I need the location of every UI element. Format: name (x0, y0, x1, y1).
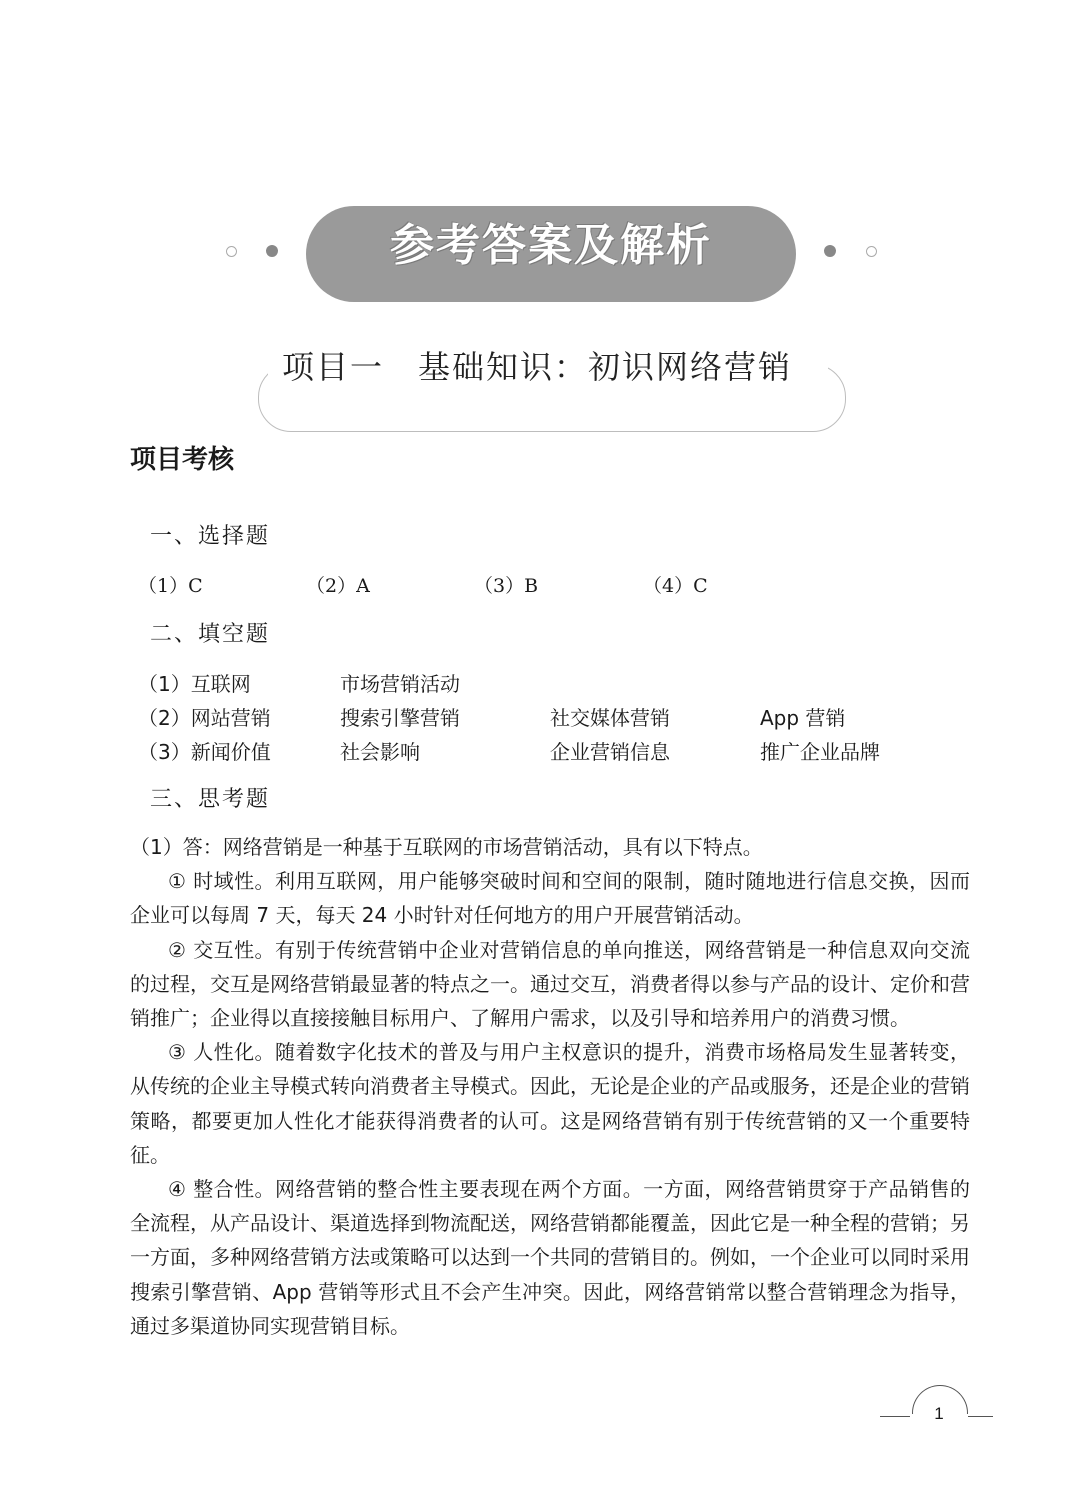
fill-row (138, 667, 958, 701)
fill-answer: （3）新闻价值 (138, 740, 271, 764)
decorative-dot (226, 246, 237, 257)
choice-answer: （2）A (306, 575, 370, 597)
fill-answer: 企业营销信息 (550, 740, 670, 764)
choice-answers (138, 569, 958, 603)
decorative-dot (866, 246, 877, 257)
fill-heading: 二、填空题 (150, 622, 271, 647)
footer-rule (880, 1416, 910, 1417)
footer-rule (968, 1416, 993, 1417)
fill-row (138, 735, 958, 769)
banner-pill (306, 206, 796, 302)
fill-answer: 社交媒体营销 (550, 706, 670, 730)
answer-point: ③ 人性化。随着数字化技术的普及与用户主权意识的提升，消费市场格局发生显著转变，从传统的企业主导模式转向消费者主导模式。因此，无论是企业的产品或服务，还是企业的营销策略，都要更加人性化才能获得消费者的认可。这是网络营销有别于传统营销的又一个重要特征。 (130, 1040, 970, 1167)
thinking-answer (130, 830, 970, 1343)
fill-answer: 社会影响 (340, 740, 420, 764)
fill-answer: 推广企业品牌 (760, 740, 880, 764)
banner-title: 参考答案及解析 (390, 220, 712, 271)
fill-answer: （1）互联网 (138, 672, 251, 696)
answer-point: ② 交互性。有别于传统营销中企业对营销信息的单向推送，网络营销是一种信息双向交流的过程，交互是网络营销最显著的特点之一。通过交互，消费者得以参与产品的设计、定价和营销推广；企业得以直接接触目标用户、了解用户需求，以及引导和培养用户的消费习惯。 (130, 937, 970, 1031)
choice-answer: （4）C (643, 575, 708, 597)
fill-answer: App 营销 (760, 706, 846, 730)
decorative-dot (824, 245, 836, 257)
page-number: 1 (934, 1404, 944, 1423)
thinking-heading: 三、思考题 (150, 787, 271, 812)
project-title: 项目一 基础知识：初识网络营销 (282, 348, 793, 386)
choice-heading: 一、选择题 (150, 524, 271, 549)
choice-answer: （1）C (138, 575, 203, 597)
fill-answer: 市场营销活动 (340, 672, 460, 696)
decorative-dot (266, 245, 278, 257)
fill-answer: （2）网站营销 (138, 706, 271, 730)
choice-answer: （3）B (474, 575, 539, 597)
banner (0, 206, 1083, 302)
section-title: 项目考核 (130, 445, 235, 475)
answer-point: ④ 整合性。网络营销的整合性主要表现在两个方面。一方面，网络营销贯穿于产品销售的全流程，从产品设计、渠道选择到物流配送，网络营销都能覆盖，因此它是一种全程的营销；另一方面，多种网络营销方法或策略可以达到一个共同的营销目的。例如，一个企业可以同时采用搜索引擎营销、App 营销等形式且不会产生冲突。因此，网络营销常以整合营销理念为指导，通过多渠道协同实现营销目标。 (130, 1177, 970, 1338)
answer-intro: （1）答：网络营销是一种基于互联网的市场营销活动，具有以下特点。 (130, 835, 763, 859)
answer-point: ① 时域性。利用互联网，用户能够突破时间和空间的限制，随时随地进行信息交换，因而企业可以每周 7 天，每天 24 小时针对任何地方的用户开展营销活动。 (130, 869, 970, 928)
fill-row (138, 701, 958, 735)
fill-answer: 搜索引擎营销 (340, 706, 460, 730)
